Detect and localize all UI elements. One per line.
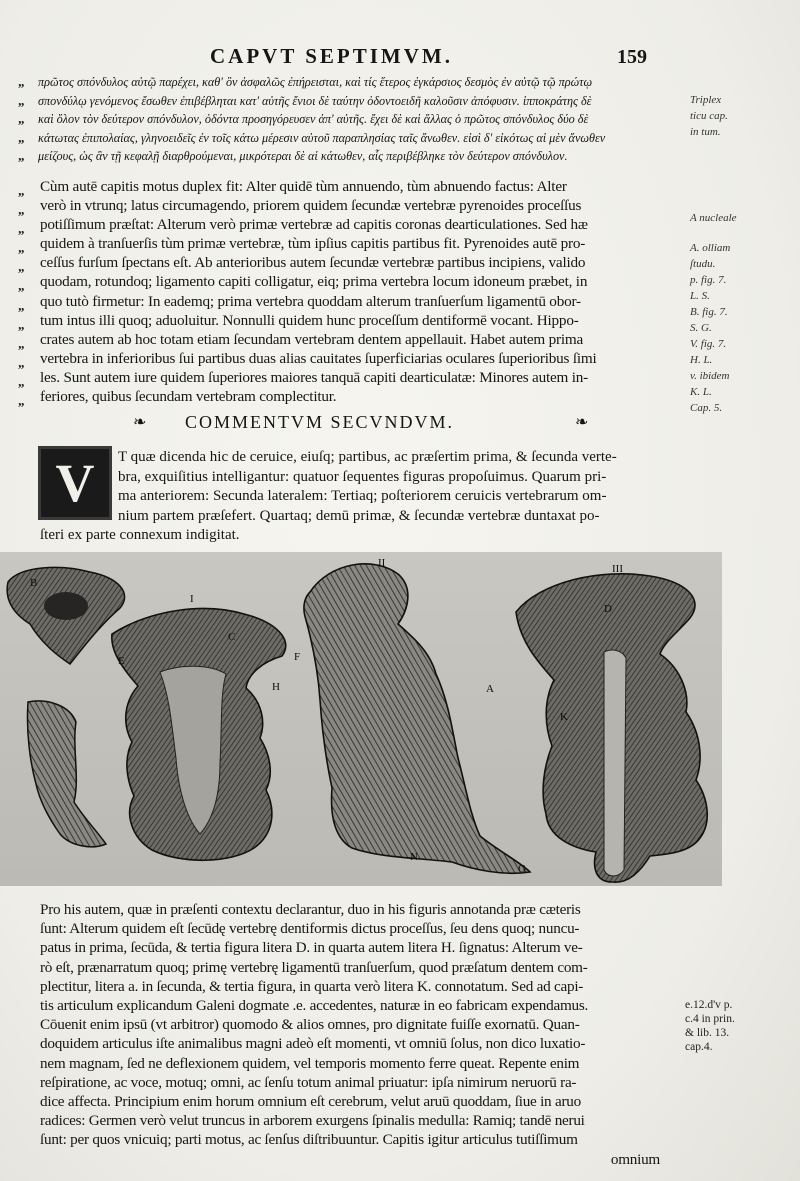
latin-line: ceſſus furſum ſpectans eſt. Ab anterioribus autem ſecundæ vertebræ partibus incipiens, valido bbox=[40, 254, 586, 272]
margin-note-line: K. L. bbox=[690, 386, 712, 398]
greek-quote-marks: „ „ „ „ „ bbox=[18, 74, 25, 164]
body-line: Cōuenit enim ipsū (vt arbitror) quomodo & alios omnes, pro dignitate fuiſſe exornatū. Quan- bbox=[40, 1016, 580, 1034]
body-text bbox=[40, 900, 670, 1169]
latin-line: potiſſimum præſtat: Alterum verò primæ vertebræ ad capitis coronas dearticulationes. Sed hæ bbox=[40, 216, 588, 234]
body-line: nem magnam, ſed ne deflexionem quidem, vel temporis momento ferre queat. Repente enim bbox=[40, 1054, 580, 1072]
figure-small-spine bbox=[27, 701, 106, 847]
right-margin-notes bbox=[690, 92, 795, 416]
latin-line: quodam, rotundoq; ligamento capiti colligatur, eiq; prima vertebra locum idoneum præbet, in bbox=[40, 273, 588, 291]
margin-note-line: v. ibidem bbox=[690, 370, 730, 382]
body-line: Pro his autem, quæ in præſenti contextu declarantur, duo in his figuris annotanda præ cæteris bbox=[40, 901, 581, 918]
body-line: tis articulum explicandum Galeni dogmate .e. accedentes, naturæ in eo fabricam expendamus. bbox=[40, 997, 589, 1015]
commentary-title: COMMENTVM SECVNDVM. bbox=[185, 412, 455, 432]
citation-line: cap.4. bbox=[685, 1041, 713, 1053]
greek-line: πρῶτος σπόνδυλος αὐτῷ παρέχει, καθ' ὃν ἀσφαλῶς ἐπήρεισται, καὶ τίς ἕτερος ἐγκάρσιος δεσμὸς ἐν αὐτῷ τῷ πρώτῳ bbox=[38, 75, 593, 89]
commentary-line: ſteri ex parte connexum indigitat. bbox=[40, 527, 240, 543]
margin-note-line: in tum. bbox=[690, 126, 721, 138]
commentary-line: ma anteriorem: Secunda lateralem: Tertiaq; poſteriorem ceruicis vertebrarum om- bbox=[118, 488, 607, 504]
margin-note-line: A. olliam bbox=[690, 242, 731, 254]
body-line: dice affecta. Principium enim horum omnium eſt cerebrum, velut aruū quoddam, ſiue in aruo bbox=[40, 1093, 581, 1111]
ornament-left: ❧ bbox=[133, 414, 149, 431]
figure-atlas bbox=[7, 567, 124, 664]
catchword: omnium bbox=[610, 1150, 660, 1168]
margin-note-line: L. S. bbox=[690, 290, 710, 302]
commentary-line: nium partem præſefert. Quartaq; demū primæ, & ſecundæ vertebræ duntaxat po- bbox=[118, 507, 600, 524]
greek-line: κάτωτας ἐπιπολαίας, γληνοειδεῖς ἐν τοῖς κάτω μέρεσιν αὐτοῦ παραπλησίας ταῖς ἄνωθεν. εἰσὶ δ' εἰκότως αἱ μὲν ἄνωθεν bbox=[38, 130, 606, 145]
plate-label: A bbox=[486, 683, 494, 695]
figure-lateral-vertebrae bbox=[304, 564, 530, 873]
drop-cap: V bbox=[38, 446, 112, 520]
latin-line: feriores, quibus ſecundam vertebram complectitur. bbox=[40, 388, 337, 406]
latin-translation bbox=[40, 177, 668, 406]
latin-line: crates autem ab hoc totam etiam ſecundam vertebram dentem appellauit. Habet autem prima bbox=[40, 330, 584, 348]
latin-line: tum intus illi quoq; aduoluitur. Nonnulli quidem hunc proceſſum dentiformē vocant. Hippo- bbox=[40, 311, 579, 329]
body-line: rò eſt, prænarratum quoq; primę vertebrę ligamentū tranſuerſum, quod præſatum dentem com- bbox=[40, 958, 588, 976]
vertebrae-illustration bbox=[0, 552, 722, 886]
body-line: ſunt: Alterum quidem eſt ſecūdę vertebrę dentiformis dictus proceſſus, ſeu dens quoq; nuncu- bbox=[40, 920, 580, 938]
margin-note-line: Triplex bbox=[690, 94, 722, 106]
margin-note-line: A nucleale bbox=[690, 212, 737, 224]
latin-line: Cùm autē capitis motus duplex fit: Alter quidē tùm annuendo, tùm abnuendo factus: Alter bbox=[40, 178, 567, 195]
body-line: plectitur, litera a. in ſecunda, & tertia figura, in quarta verò litera K. connotatum. Sed ad capi- bbox=[40, 977, 584, 995]
margin-note-line: H. L. bbox=[690, 354, 713, 366]
margin-citation bbox=[685, 998, 795, 1054]
latin-line: quo tutò firmetur: In eademq; prima vertebra quoddam alterum tranſuerſum ligamentū obor- bbox=[40, 292, 581, 310]
plate-label: II bbox=[378, 557, 386, 569]
plate-label: F bbox=[294, 651, 301, 663]
latin-line: vertebra in inferioribus ſui partibus duas alias cauitates ſuperficiarias oculares ſuperioribus ſimi bbox=[40, 349, 597, 367]
figure-anterior-vertebrae bbox=[112, 608, 286, 860]
plate-label: N bbox=[410, 851, 418, 863]
latin-line: quidem à tranſuerſis tùm primæ vertebræ, tùm ipſius capitis partibus fit. Pyrenoides autē pro- bbox=[40, 235, 586, 253]
commentary-line: T quæ dicenda hic de ceruice, eiuſq; partibus, ac præſertim prima, & ſecunda verte- bbox=[118, 449, 617, 465]
plate-label: III bbox=[612, 563, 623, 575]
plate-label: B bbox=[30, 577, 38, 589]
greek-line: μείζους, ὡς ἂν τῇ κεφαλῇ διαρθρούμεναι, μικρότεραι δὲ αἱ κάτωθεν, αἷς περιβέβληκε τὸν δεύτερον σπόνδυλον. bbox=[38, 149, 568, 164]
plate-label: C bbox=[228, 631, 236, 643]
figure-posterior-vertebrae bbox=[516, 574, 707, 882]
commentary-line: bra, exquiſitius intelligantur: quatuor ſequentes figuras propoſuimus. Quarum pri- bbox=[118, 468, 607, 485]
margin-note-line: B. fig. 7. bbox=[690, 306, 728, 318]
margin-note-line: S. G. bbox=[690, 322, 712, 334]
greek-line: καὶ ὅλον τὸν δεύτερον σπόνδυλον, ὀδόντα προσηγόρευσεν ἀπ' αὐτῆς. ἔχει δὲ καὶ ἄλλας ὁ πρῶτος σπόνδυλος δύο δὲ bbox=[38, 112, 589, 127]
ornament-right: ❧ bbox=[575, 414, 591, 431]
margin-note-line: V. fig. 7. bbox=[690, 338, 727, 350]
latin-line: les. Sunt autem iure quidem ſuperiores maiores tanquā capiti dearticulatæ: Minores autem in- bbox=[40, 368, 589, 386]
margin-note-line: p. fig. 7. bbox=[690, 274, 727, 286]
body-line: ſunt: per quos vnicuiq; parti motus, ac ſenſus diſtribuuntur. Capitis igitur articulus tutiſſimum bbox=[40, 1131, 578, 1149]
plate-label: I bbox=[190, 593, 194, 605]
plate-label: G bbox=[518, 863, 526, 875]
plate-label: E bbox=[118, 655, 125, 667]
chapter-title: CAPVT SEPTIMVM. bbox=[210, 44, 453, 68]
body-line: doquidem articulus iſte animalibus magni adeò eſt momenti, vt omniū ſolus, non dico luxatio- bbox=[40, 1035, 586, 1053]
page-number: 159 bbox=[617, 46, 647, 68]
plate-label: D bbox=[604, 603, 612, 615]
margin-note-line: ticu cap. bbox=[690, 110, 728, 122]
margin-note-line: ſtudu. bbox=[690, 258, 716, 270]
body-line: reſpiratione, ac voce, motuq; omni, ac ſenſu totum animal priuatur: ipſa nimirum neruorū ra- bbox=[40, 1073, 577, 1091]
margin-note-line: Cap. 5. bbox=[690, 402, 723, 414]
commentary-intro bbox=[40, 448, 668, 546]
greek-quotation bbox=[38, 73, 668, 166]
citation-line: c.4 in prin. bbox=[685, 1013, 735, 1025]
latin-quote-marks: „ „ „ „ „ „ „ „ „ „ „ „ bbox=[18, 183, 25, 409]
citation-line: & lib. 13. bbox=[685, 1027, 730, 1039]
citation-line: e.12.d'v p. bbox=[685, 999, 733, 1011]
plate-label: K bbox=[560, 711, 568, 723]
greek-line: σπονδύλῳ γενόμενος ἔσωθεν ἐπιβέβληται κατ' αὐτῆς ἔνιοι δὲ ταύτην ὀδοντοειδῆ καλοῦσιν ἀπόφυσιν. ἱπποκράτης δὲ bbox=[38, 93, 592, 108]
plate-label: H bbox=[272, 681, 280, 693]
latin-line: verò in vtrunq; latus circumagendo, priorem quidem ſecundæ vertebræ pyrenoides proceſſus bbox=[40, 197, 582, 215]
body-line: radices: Germen verò velut truncus in arborem exurgens ſpinalis medulla: Ramiq; tandē nerui bbox=[40, 1112, 585, 1130]
vertebrae-plate bbox=[0, 552, 722, 886]
body-line: patus in prima, ſecūda, & tertia figura litera D. in quarta autem litera H. ſignatus: Alterum ve- bbox=[40, 939, 583, 957]
